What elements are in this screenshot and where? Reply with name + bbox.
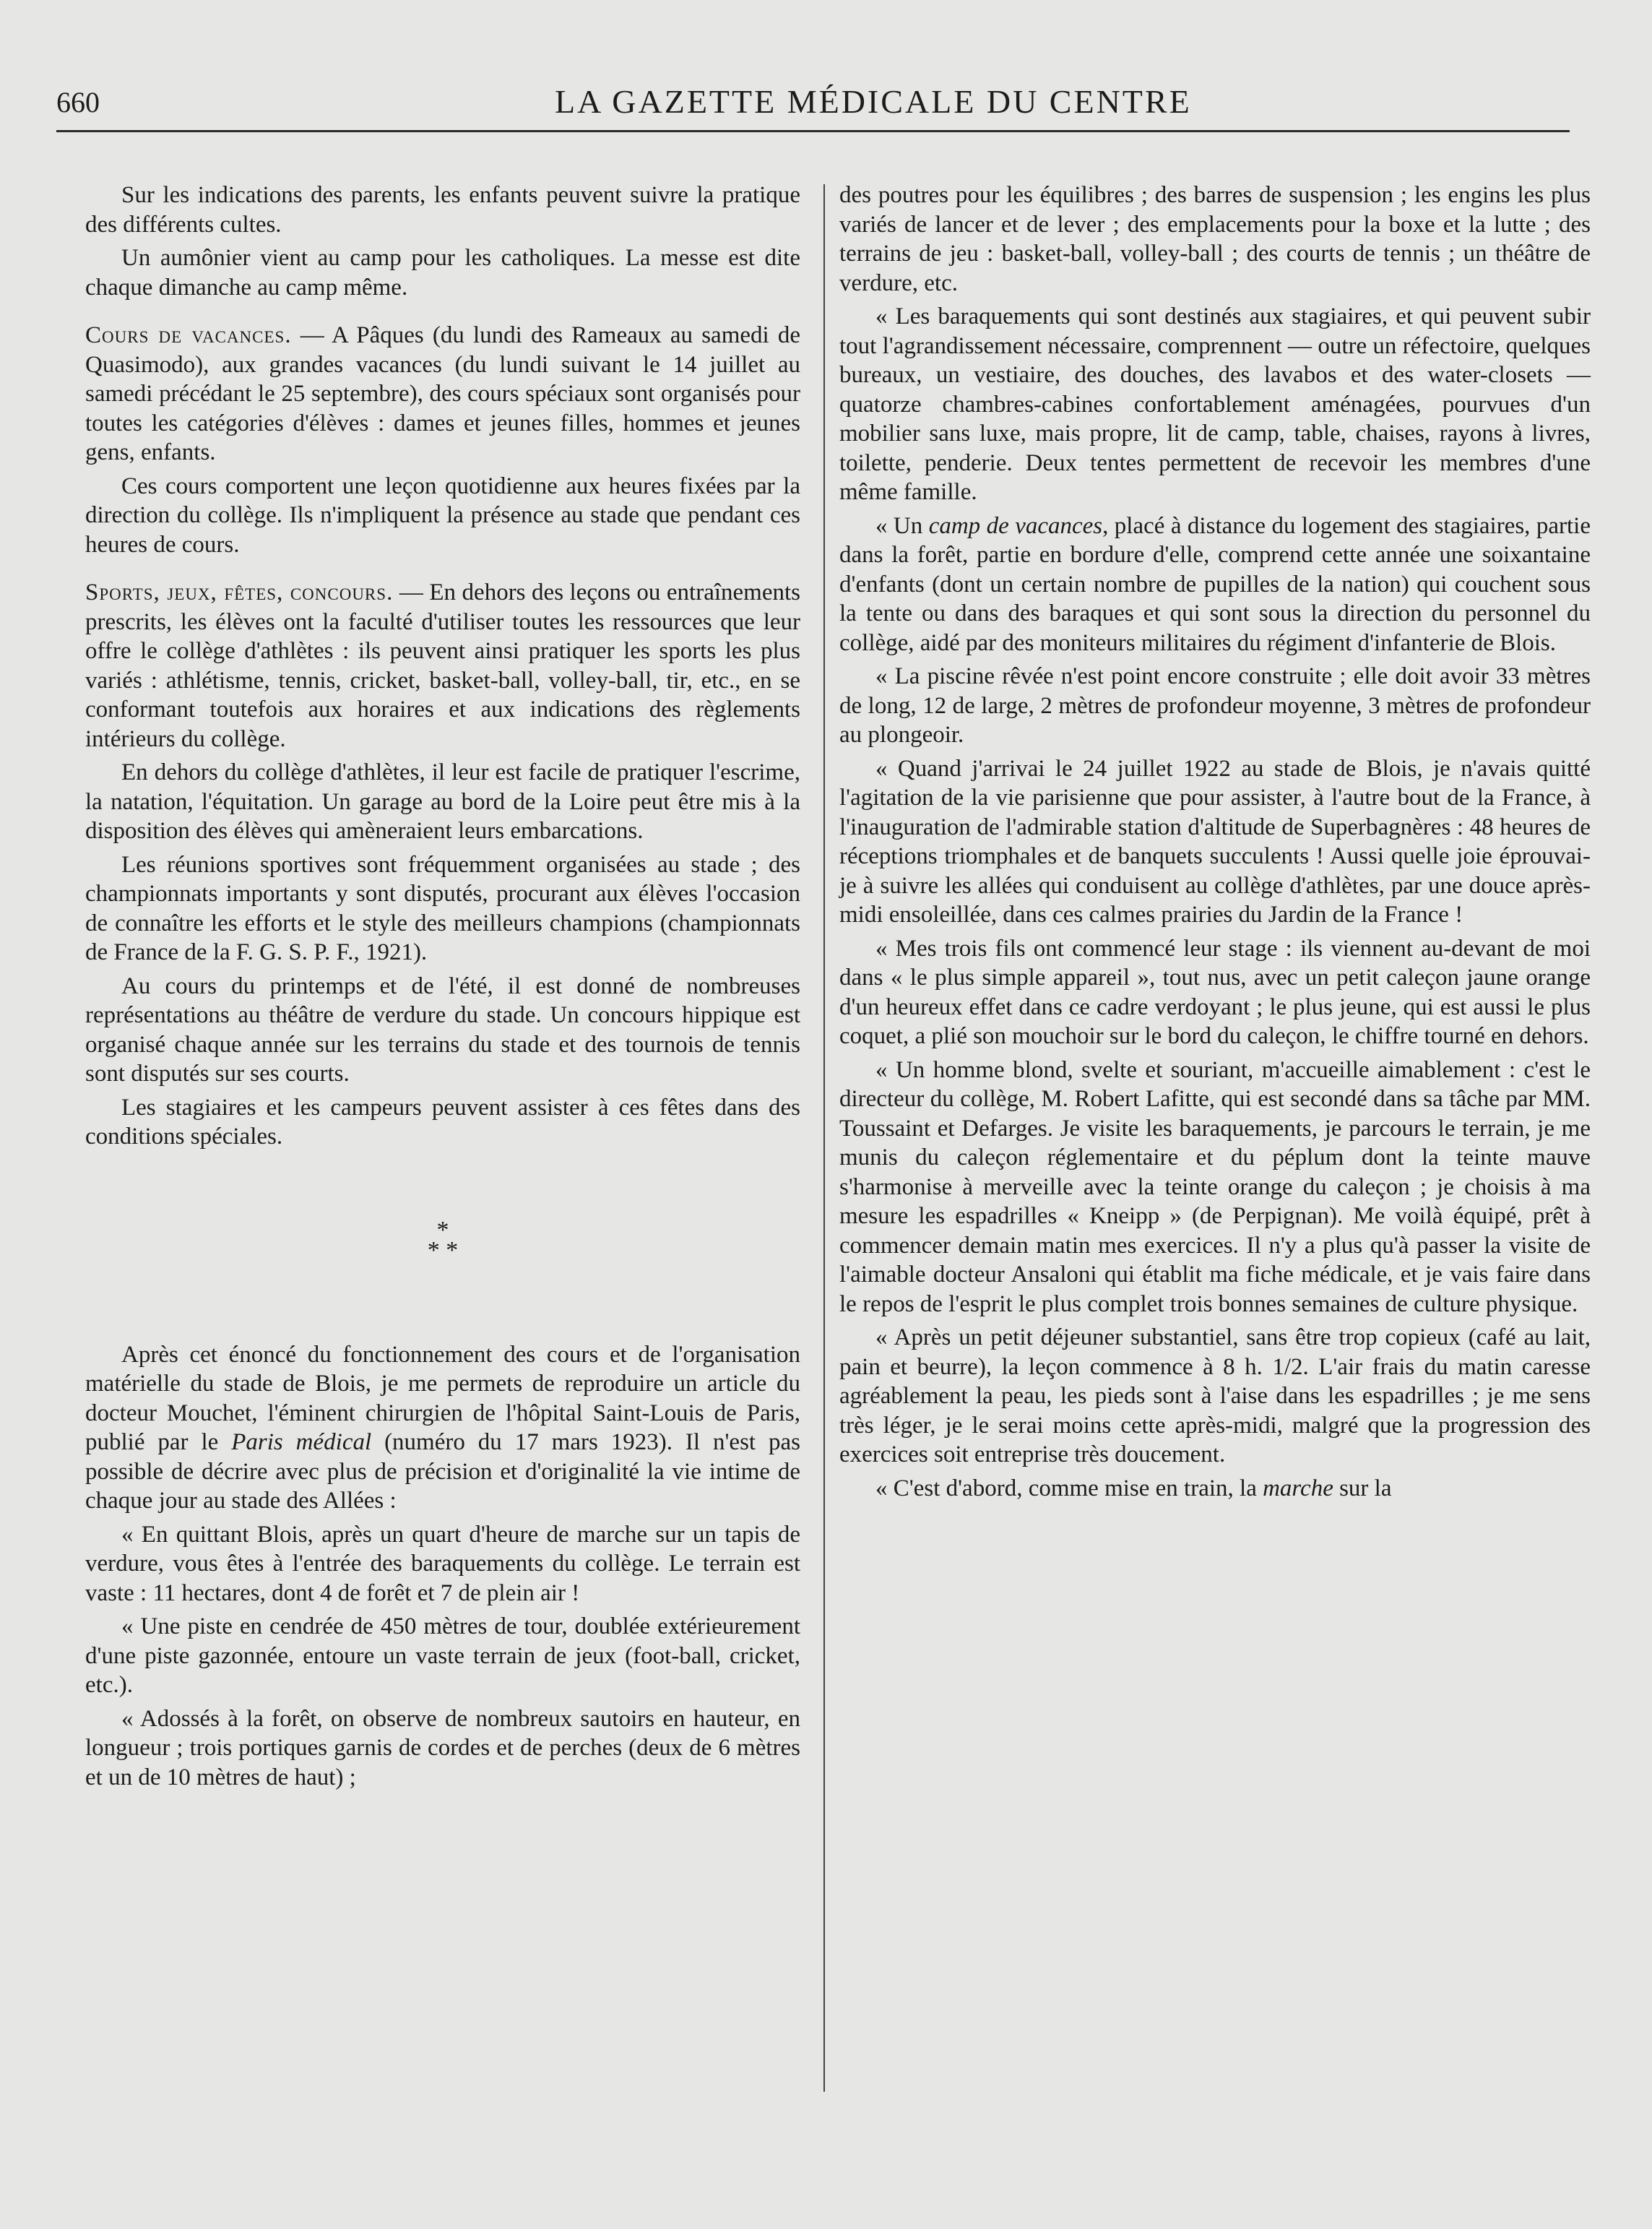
text-span: Après cet énoncé du fonctionnement des cours et de l'organisation matérielle du stade de Blois, je me permets de reproduire un article du docteur Mouchet, l'éminent chirurgien de l'hôpital Saint-Louis de Paris, publié par le bbox=[85, 1341, 800, 1455]
paragraph: « En quittant Blois, après un quart d'heure de marche sur un tapis de verdure, vous êtes à l'entrée des baraquements du collège. Le terrain est vaste : 11 hectares, dont 4 de forêt et 7 de plein air ! bbox=[85, 1521, 800, 1606]
paragraph: Les stagiaires et les campeurs peuvent assister à ces fêtes dans des conditions spéciales. bbox=[85, 1094, 800, 1150]
paragraph: En dehors du collège d'athlètes, il leur est facile de pratiquer l'escrime, la natation, l'équitation. Un garage au bord de la Loire peut être mis à la disposition des élèves qui amèneraient leurs embarcations. bbox=[85, 759, 800, 844]
paragraph: Les réunions sportives sont fréquemment organisées au stade ; des championnats importants y sont disputés, procurant aux élèves l'occasion de connaître les efforts et le style des meilleurs champions (championnats de France de la F. G. S. P. F., 1921). bbox=[85, 851, 800, 965]
right-column bbox=[839, 181, 1591, 1507]
journal-title: LA GAZETTE MÉDICALE DU CENTRE bbox=[555, 83, 1192, 120]
left-column bbox=[85, 181, 800, 1796]
text-span: (numéro du 17 mars 1923). Il n'est pas possible de décrire avec plus de précision et d'originalité la vie intime de chaque jour au stade des Allées : bbox=[85, 1429, 800, 1514]
header-rule bbox=[56, 130, 1570, 132]
paragraph: « Les baraquements qui sont destinés aux stagiaires, et qui peuvent subir tout l'agrandissement nécessaire, comprennent — outre un réfectoire, quelques bureaux, un vestiaire, des douches, des lavabos et des water-closets — quatorze chambres-cabines confortablement aménagées, pourvues d'un mobilier sans luxe, mais propre, lit de camp, table, chaises, rayons à livres, toilette, penderie. Deux tentes permettent de recevoir les membres d'une même famille. bbox=[839, 303, 1591, 505]
section-heading: Sports, jeux, fêtes, concours. bbox=[85, 579, 394, 605]
paragraph bbox=[839, 1474, 1591, 1504]
paragraph: Sur les indications des parents, les enfants peuvent suivre la pratique des différents cultes. bbox=[85, 182, 800, 238]
paragraph: « Mes trois fils ont commencé leur stage : ils viennent au-devant de moi dans « le plus simple appareil », tout nus, avec un petit caleçon jaune orange d'un heureux effet dans ce cadre verdoyant ; le plus jeune, qui est aussi le plus coquet, a plié son mouchoir sur le bord du caleçon, le chiffre tourné en dehors. bbox=[839, 935, 1591, 1049]
text-span: « C'est d'abord, comme mise en train, la bbox=[875, 1475, 1263, 1501]
paragraph: « Après un petit déjeuner substantiel, sans être trop copieux (café au lait, pain et beurre), la leçon commence à 8 h. 1/2. L'air frais du matin caresse agréablement la peau, les pieds sont à l'aise dans les espadrilles ; je me sens très léger, je le serai moins cette après-midi, malgré que la progression des exercices soit entreprise très doucement. bbox=[839, 1324, 1591, 1467]
paragraph: des poutres pour les équilibres ; des barres de suspension ; les engins les plus variés de lancer et de lever ; des emplacements pour la boxe et la lutte ; des terrains de jeu : basket-ball, volley-ball ; des courts de tennis ; un théâtre de verdure, etc. bbox=[839, 182, 1591, 296]
section-text: — En dehors des leçons ou entraînements prescrits, les élèves ont la faculté d'utiliser toutes les ressources que leur offre le collège d'athlètes : ils peuvent ainsi pratiquer les sports les plus variés : athlétisme, tennis, cricket, basket-ball, volley-ball, tir, etc., en se conformant toutefois aux horaires et aux indications des règlements intérieurs du collège. bbox=[85, 579, 800, 752]
page-number: 660 bbox=[56, 86, 100, 118]
page-header bbox=[56, 78, 1573, 129]
paragraph: Au cours du printemps et de l'été, il est donné de nombreuses représentations au théâtre de verdure du stade. Un concours hippique est organisé chaque année sur les terrains du stade et des tournois de tennis sont disputés sur ses courts. bbox=[85, 973, 800, 1087]
journal-name: Paris médical bbox=[231, 1429, 372, 1455]
asterism-separator: * * * bbox=[427, 1216, 459, 1264]
text-span: sur la bbox=[1333, 1475, 1392, 1501]
paragraph: « Quand j'arrivai le 24 juillet 1922 au stade de Blois, je n'avais quitté l'agitation de la vie parisienne que pour assister, à l'autre bout de la France, à l'inauguration de l'admirable station d'altitude de Superbagnères : 48 heures de réceptions triomphales et de banquets succulents ! Aussi quelle joie éprouvai-je à suivre les allées qui conduisent au collège d'athlètes, par une douce après-midi ensoleillée, dans ces calmes prairies du Jardin de la France ! bbox=[839, 755, 1591, 928]
section-cours-de-vacances bbox=[85, 321, 800, 467]
paragraph bbox=[839, 512, 1591, 658]
paragraph: « Adossés à la forêt, on observe de nombreux sautoirs en hauteur, en longueur ; trois portiques garnis de cordes et de perches (deux de 6 mètres et un de 10 mètres de haut) ; bbox=[85, 1705, 800, 1790]
italic-term: camp de vacances bbox=[928, 512, 1103, 539]
text-span: « Un bbox=[875, 512, 929, 539]
paragraph: « Un homme blond, svelte et souriant, m'accueille aimablement : c'est le directeur du collège, M. Robert Lafitte, qui est secondé dans sa tâche par MM. Toussaint et Defarges. Je visite les baraquements, je parcours le terrain, je me munis du caleçon réglementaire et du péplum dont la teinte mauve s'harmonise à merveille avec la teinte orange du caleçon ; je choisis à ma mesure les espadrilles « Kneipp » (de Perpignan). Me voilà équipé, prêt à commencer demain matin mes exercices. Il n'y a plus qu'à passer la visite de l'aimable docteur Ansaloni qui établit ma fiche médicale, et je vais faire dans le repos de l'esprit le plus complet trois bonnes semaines de culture physique. bbox=[839, 1056, 1591, 1317]
paragraph: « Une piste en cendrée de 450 mètres de tour, doublée extérieurement d'une piste gazonnée, entoure un vaste terrain de jeux (foot-ball, cricket, etc.). bbox=[85, 1613, 800, 1698]
section-text: — A Pâques (du lundi des Rameaux au samedi de Quasimodo), aux grandes vacances (du lundi suivant le 14 juillet au samedi précédant le 25 septembre), des cours spéciaux sont organisés pour toutes les catégories d'élèves : dames et jeunes filles, hommes et jeunes gens, enfants. bbox=[85, 322, 800, 465]
paragraph: Un aumônier vient au camp pour les catholiques. La messe est dite chaque dimanche au camp même. bbox=[85, 245, 800, 301]
column-divider bbox=[823, 184, 825, 2092]
text-span: , placé à distance du logement des stagiaires, partie dans la forêt, partie en bordure d'elle, comprend cette année une soixantaine d'enfants (dont un certain nombre de pupilles de la nation) qui couchent sous la tente ou dans des baraques et qui sont sous la direction du personnel du collège, aidé par des moniteurs militaires du régiment d'infanterie de Blois. bbox=[839, 512, 1591, 656]
italic-term: marche bbox=[1263, 1475, 1333, 1501]
section-heading: Cours de vacances. bbox=[85, 322, 292, 348]
paragraph: Ces cours comportent une leçon quotidienne aux heures fixées par la direction du collège. Ils n'impliquent la présence au stade que pendant ces heures de cours. bbox=[85, 473, 800, 558]
paragraph: « La piscine rêvée n'est point encore construite ; elle doit avoir 33 mètres de long, 12 de large, 2 mètres de profondeur moyenne, 3 mètres de profondeur au plongeoir. bbox=[839, 663, 1591, 748]
section-sports bbox=[85, 578, 800, 754]
paragraph bbox=[85, 1340, 800, 1516]
